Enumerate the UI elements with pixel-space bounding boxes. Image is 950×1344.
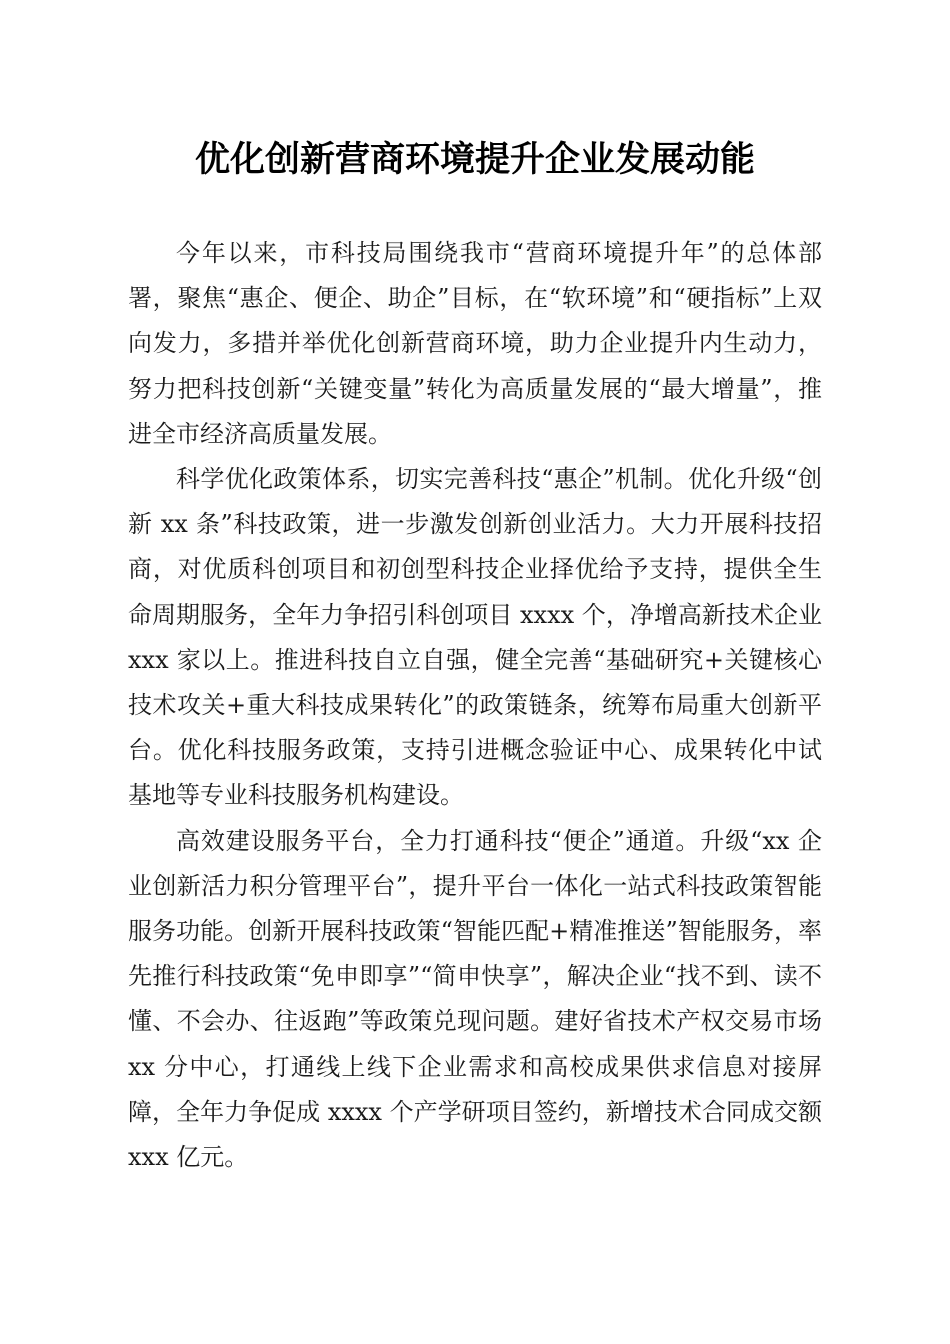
document-body	[128, 231, 822, 1180]
paragraph-policy-system: 科学优化政策体系，切实完善科技“惠企”机制。优化升级“创新 xx 条”科技政策，进一步激发创新创业活力。大力开展科技招商，对优质科创项目和初创型科技企业择优给予支持，提供全生命周期服务，全年力争招引科创项目 xxxx 个，净增高新技术企业 xxx 家以上。推进科技自立自强，健全完善“基础研究+关键核心技术攻关+重大科技成果转化”的政策链条，统筹布局重大创新平台。优化科技服务政策，支持引进概念验证中心、成果转化中试基地等专业科技服务机构建设。	[128, 465, 822, 810]
paragraph-service-platform: 高效建设服务平台，全力打通科技“便企”通道。升级“xx 企业创新活力积分管理平台”，提升平台一体化一站式科技政策智能服务功能。创新开展科技政策“智能匹配+精准推送”智能服务，率先推行科技政策“免申即享”“简申快享”，解决企业“找不到、读不懂、不会办、往返跑”等政策兑现问题。建好省技术产权交易市场 xx 分中心，打通线上线下企业需求和高校成果供求信息对接屏障，全年力争促成 xxxx 个产学研项目签约，新增技术合同成交额 xxx 亿元。	[128, 826, 822, 1172]
document-title: 优化创新营商环境提升企业发展动能	[194, 139, 755, 180]
paragraph-intro: 今年以来，市科技局围绕我市“营商环境提升年”的总体部署，聚焦“惠企、便企、助企”目标，在“软环境”和“硬指标”上双向发力，多措并举优化创新营商环境，助力企业提升内生动力，努力把科技创新“关键变量”转化为高质量发展的“最大增量”，推进全市经济高质量发展。	[128, 239, 822, 448]
